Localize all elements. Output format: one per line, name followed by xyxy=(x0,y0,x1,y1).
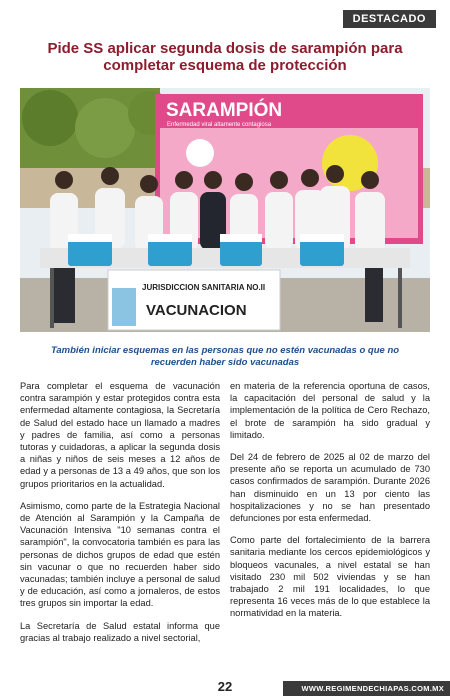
paragraph: Como parte del fortalecimiento de la barrera sanitaria mediante los cercos epidemiológicos y bloqueos vacunales, a nivel estatal se han visitado 230 mil 502 viviendas y se han trabajado 2 mil 191 localidades, lo que representa 16 veces más de lo que establece la normatividad en la materia. xyxy=(230,535,430,619)
photo-caption: También iniciar esquemas en las personas que no estén vacunadas o que no recuerden haber sido vacunadas xyxy=(50,345,400,368)
paragraph: Para completar el esquema de vacunación contra sarampión y estar protegidos contra esta enfermedad altamente contagiosa, la Secretaría de Salud del estado hace un llamado a madres y padres de familia, así como a personas tutoras y cuidadoras, a aplicar la segunda dosis a niñas y niños de seis meses a 12 años de edad y a personas de 13 a 49 años, que son los grupos prioritarios en la actualidad. xyxy=(20,381,220,489)
article-column-left xyxy=(20,380,220,654)
article-headline: Pide SS aplicar segunda dosis de sarampión para completar esquema de protección xyxy=(47,40,403,74)
site-url-footer[interactable]: WWW.REGIMENDECHIAPAS.COM.MX xyxy=(283,681,450,696)
sign-line-2: VACUNACION xyxy=(146,302,247,319)
paragraph: Del 24 de febrero de 2025 al 02 de marzo del presente año se reporta un acumulado de 730 casos confirmados de sarampión. Durante 2026 han disminuido en un 13 por ciento las hospitalizaciones y no se han presentado defunciones por esta enfermedad. xyxy=(230,452,430,524)
section-badge: DESTACADO xyxy=(343,10,436,28)
page-number: 22 xyxy=(217,679,233,694)
article-column-right xyxy=(230,380,430,630)
banner-title: SARAMPIÓN xyxy=(166,100,283,121)
paragraph: La Secretaría de Salud estatal informa que gracias al trabajo realizado a nivel sectorial, xyxy=(20,620,220,643)
article-photo xyxy=(20,88,430,332)
paragraph: en materia de la referencia oportuna de casos, la capacitación del personal de salud y la implementación de la política de Cero Rechazo, el brote de sarampión ha sido gradual y limitado. xyxy=(230,381,430,440)
paragraph: Asimismo, como parte de la Estrategia Nacional de Atención al Sarampión y la Campaña de Vacunación Intensiva "10 semanas contra el sarampión", la convocatoria también es para las personas de dichos grupos de edad que estén sin vacunar o que no recuerden haber sido vacunadas; también incluye a personal de salud y de educación, así como a jornaleros, de estos tres grupos sin importar la edad. xyxy=(20,500,220,609)
banner-subtitle: Enfermedad viral altamente contagiosa xyxy=(167,122,272,128)
sign-line-1: JURISDICCION SANITARIA NO.II xyxy=(142,283,266,292)
